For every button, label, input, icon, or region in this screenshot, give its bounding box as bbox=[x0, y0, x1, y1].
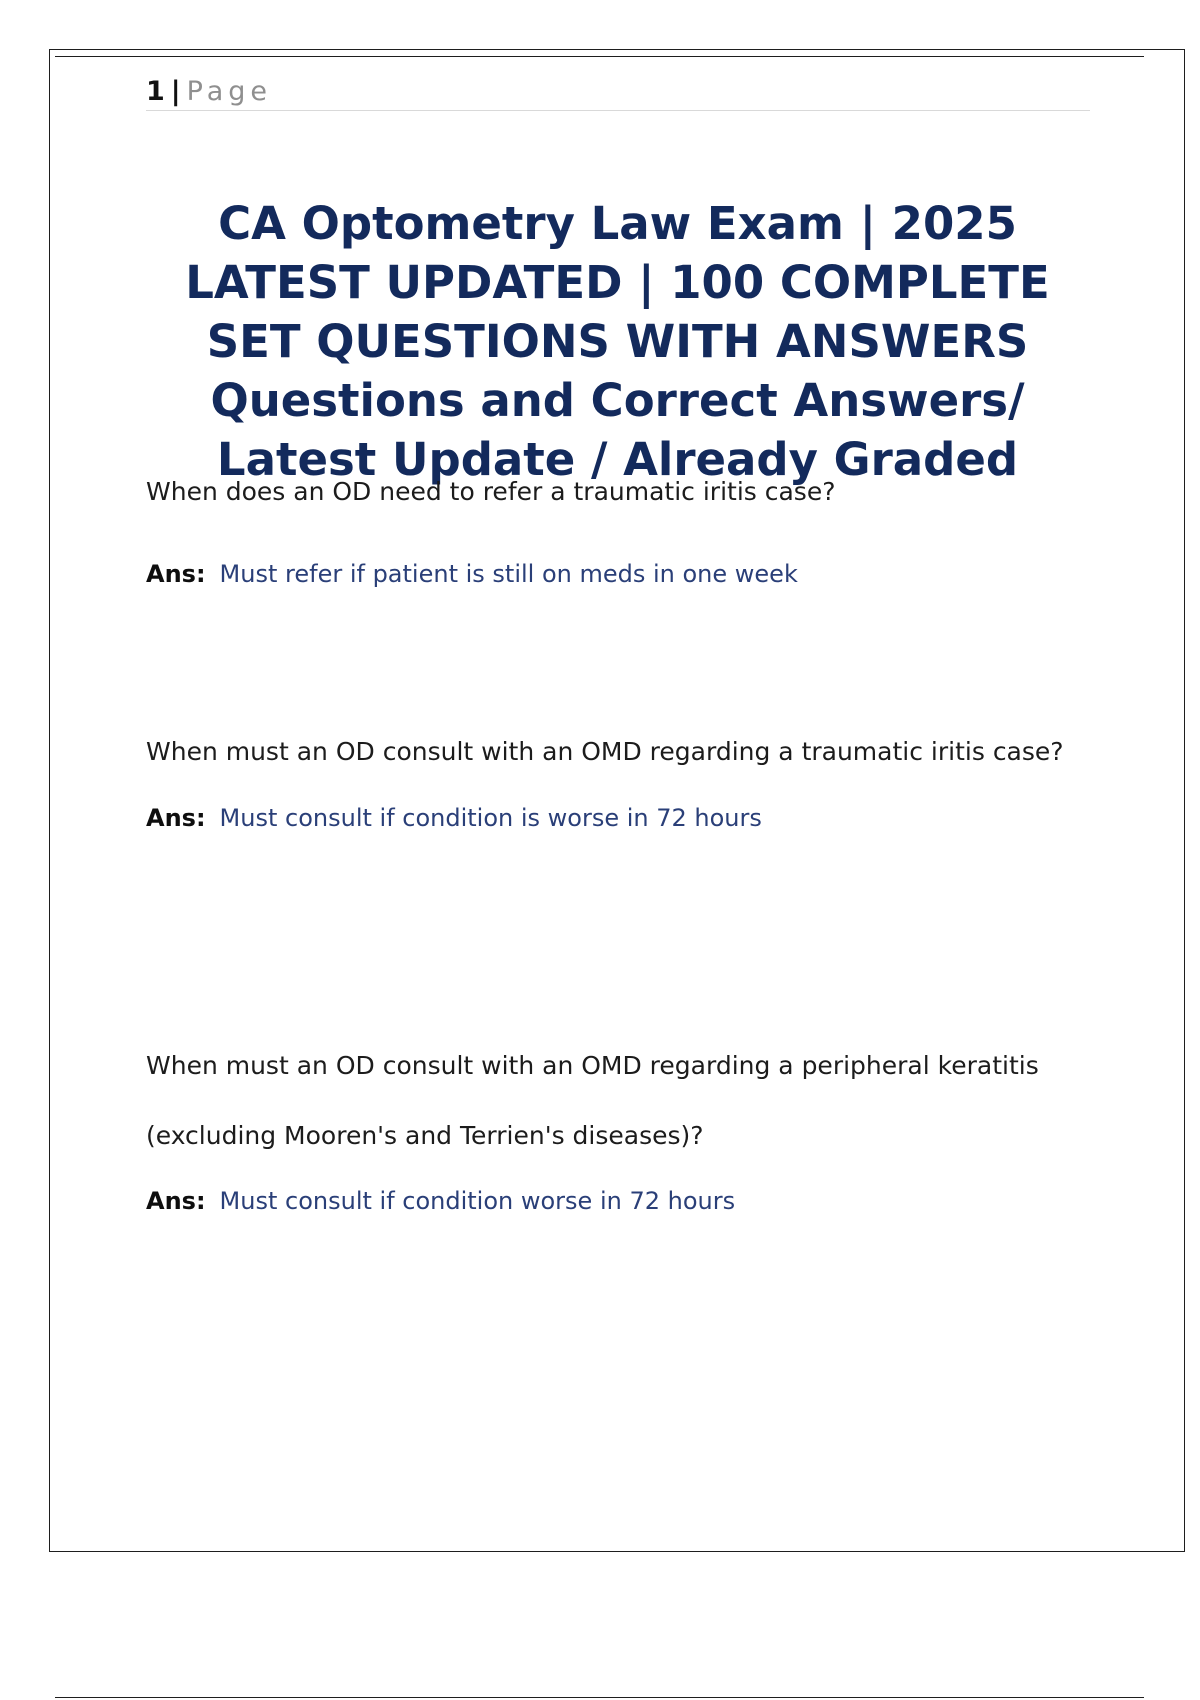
question-text: When must an OD consult with an OMD regarding a peripheral keratitis (excluding Mooren's and Terrien's diseases)? bbox=[146, 1051, 1039, 1150]
answer-text: Must consult if condition worse in 72 hours bbox=[219, 1187, 736, 1215]
page-label: Page bbox=[186, 76, 273, 107]
top-rule bbox=[55, 56, 1144, 57]
page-header bbox=[146, 74, 1090, 111]
qa-item-2 bbox=[146, 717, 1076, 834]
answer-label: Ans: bbox=[146, 804, 206, 832]
answer-line bbox=[146, 1185, 1076, 1217]
answer-line bbox=[146, 802, 1076, 834]
bottom-rule bbox=[55, 1697, 1144, 1698]
page-number: 1 bbox=[146, 76, 165, 107]
question-text: When does an OD need to refer a traumatic iritis case? bbox=[146, 477, 836, 506]
qa-item-1 bbox=[146, 474, 1076, 590]
answer-label: Ans: bbox=[146, 560, 206, 588]
answer-text: Must consult if condition is worse in 72 hours bbox=[219, 804, 762, 832]
header-separator: | bbox=[170, 76, 181, 107]
qa-item-3 bbox=[146, 1031, 1076, 1217]
answer-line bbox=[146, 558, 1076, 590]
document-title: CA Optometry Law Exam | 2025 LATEST UPDATED | 100 COMPLETE SET QUESTIONS WITH ANSWERS Questions and Correct Answers/ Latest Update / Already Graded bbox=[185, 197, 1050, 486]
answer-text: Must refer if patient is still on meds in one week bbox=[219, 560, 798, 588]
question-text: When must an OD consult with an OMD regarding a traumatic iritis case? bbox=[146, 737, 1064, 766]
answer-label: Ans: bbox=[146, 1187, 206, 1215]
